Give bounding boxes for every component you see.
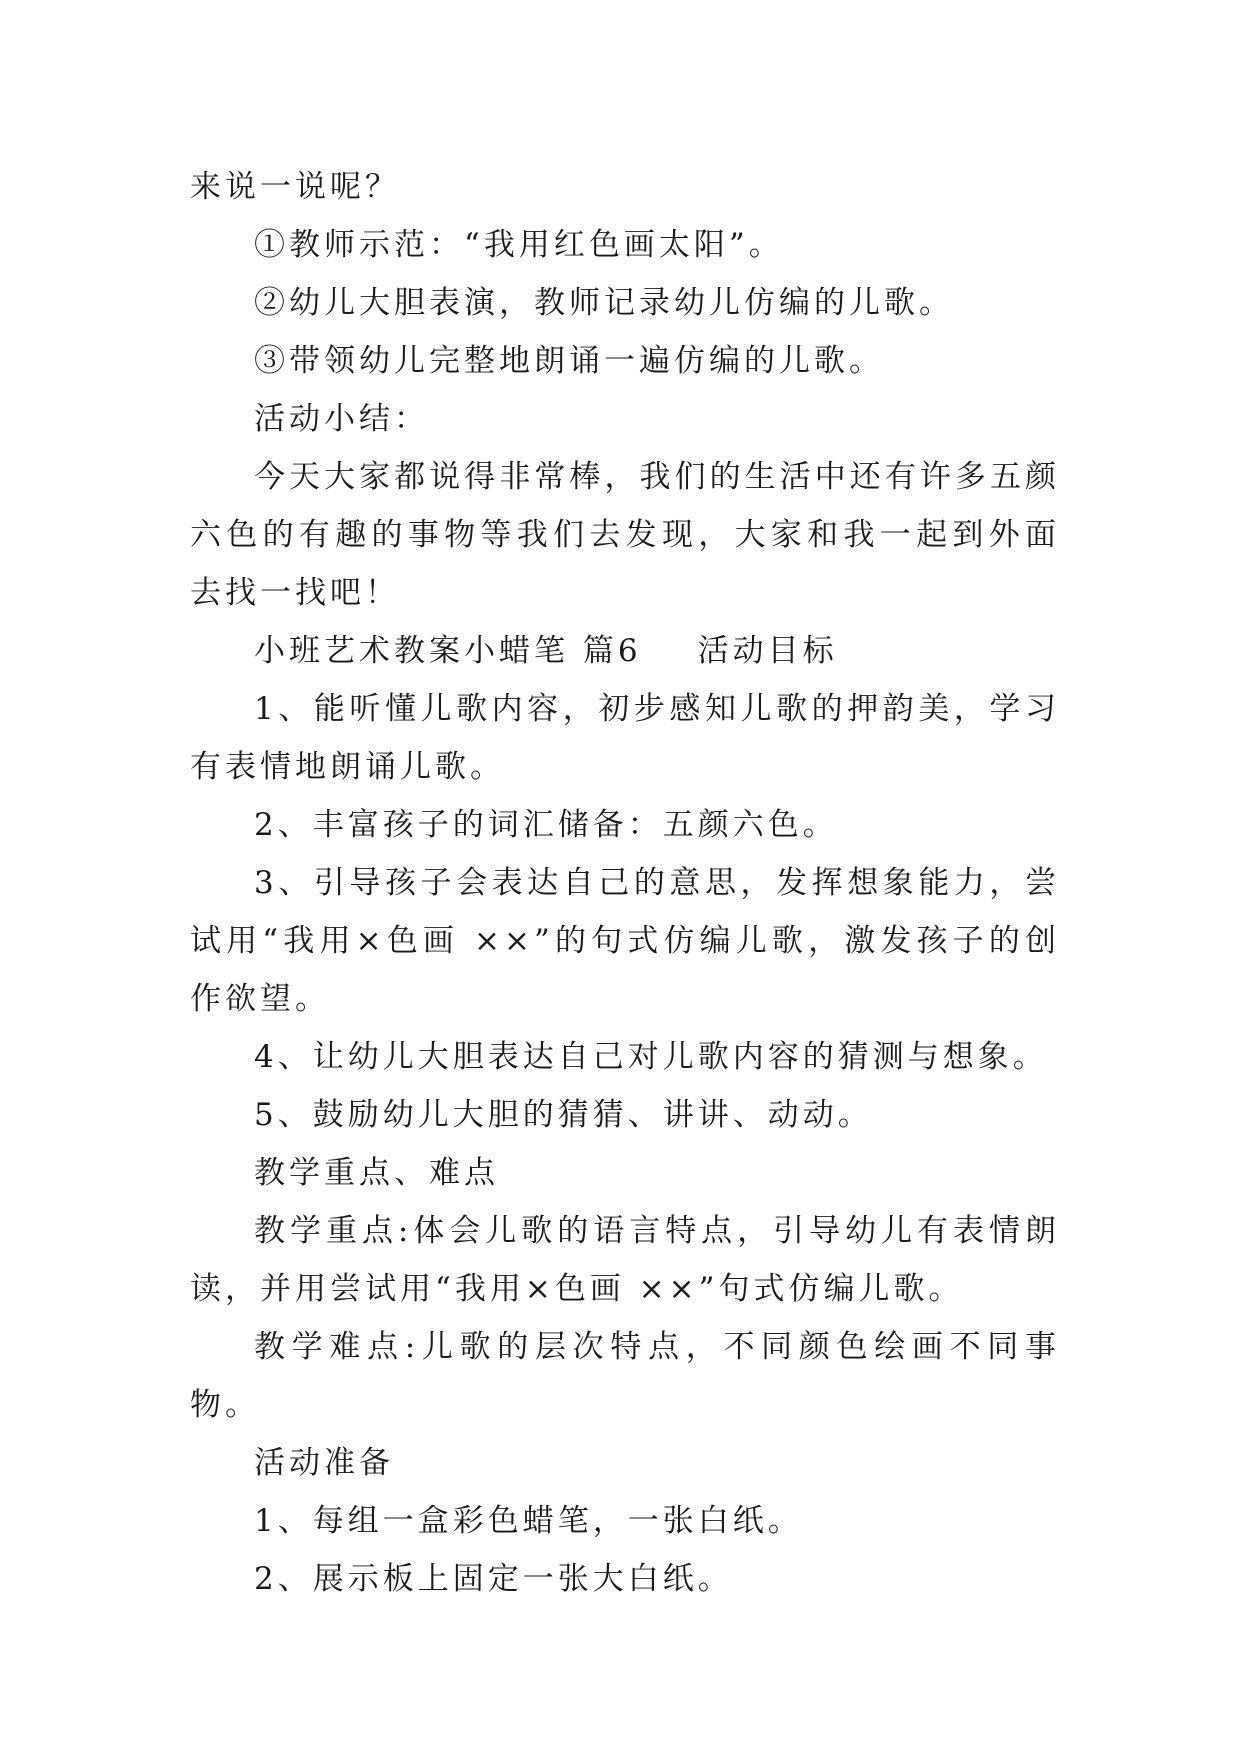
- paragraph: ③带领幼儿完整地朗诵一遍仿编的儿歌。: [254, 343, 884, 379]
- section-subtitle: 活动目标: [697, 633, 838, 669]
- paragraph: 教学难点:儿歌的层次特点，不同颜色绘画不同事物。: [190, 1329, 1060, 1423]
- paragraph: 5、鼓励幼儿大胆的猜猜、讲讲、动动。: [254, 1097, 873, 1133]
- paragraph: 教学重点、难点: [254, 1155, 499, 1191]
- paragraph: 4、让幼儿大胆表达自己对儿歌内容的猜测与想象。: [254, 1039, 1048, 1075]
- paragraph: 来说一说呢？: [190, 169, 400, 205]
- paragraph: 1、能听懂儿歌内容，初步感知儿歌的押韵美，学习有表情地朗诵儿歌。: [190, 691, 1060, 785]
- paragraph: 2、展示板上固定一张大白纸。: [254, 1561, 733, 1597]
- section-title: 小班艺术教案小蜡笔 篇6: [254, 633, 642, 669]
- paragraph: 活动小结：: [254, 401, 429, 437]
- paragraph: 1、每组一盒彩色蜡笔，一张白纸。: [254, 1503, 803, 1539]
- paragraph: 活动准备: [254, 1445, 394, 1481]
- paragraph: 今天大家都说得非常棒，我们的生活中还有许多五颜六色的有趣的事物等我们去发现，大家和我一起到外面去找一找吧！: [190, 459, 1060, 611]
- paragraph: 2、丰富孩子的词汇储备：五颜六色。: [254, 807, 838, 843]
- document-body: [190, 158, 1060, 1608]
- paragraph: 3、引导孩子会表达自己的意思，发挥想象能力，尝试用“我用×色画 ××”的句式仿编儿歌，激发孩子的创作欲望。: [190, 865, 1060, 1017]
- paragraph: 教学重点:体会儿歌的语言特点，引导幼儿有表情朗读，并用尝试用“我用×色画 ××”句式仿编儿歌。: [190, 1213, 1060, 1307]
- section-heading: [190, 622, 1060, 680]
- paragraph: ①教师示范：“我用红色画太阳”。: [254, 227, 784, 263]
- paragraph: ②幼儿大胆表演，教师记录幼儿仿编的儿歌。: [254, 285, 954, 321]
